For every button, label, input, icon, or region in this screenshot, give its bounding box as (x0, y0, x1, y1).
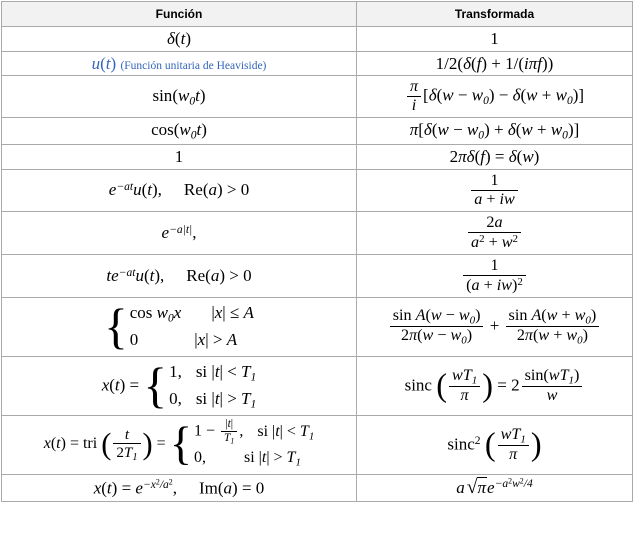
function-cell-heaviside: u(t) (Función unitaria de Heaviside) (2, 51, 357, 76)
transform-cell-rect-pulse: sinc ( $\frac{wT_1}{\pi}$ ) = 2 $\frac{\sin(wT_1)}{w}$ (357, 356, 633, 416)
transform-cell-exp-decay-step: $\frac{1}{a + iw}$ (357, 169, 633, 211)
transform-cell-t-exp-decay-step: $\frac{1}{(a + iw)^2}$ (357, 254, 633, 297)
table-row (2, 298, 633, 357)
function-cell-tri-pulse: x(t) = tri ( $\frac{t}{2T_1}$ ) = { 1 − $\frac{|t|}{T_1}$ , si $|t| < T_1$ 0, si $|t| > T_1$ (2, 416, 357, 474)
function-cell-exp-decay-step: $e^{-at}u(t)$, Re(a) > 0 (2, 169, 357, 211)
table-header-row (2, 2, 633, 27)
column-header-function: Función (2, 2, 357, 27)
table-row (2, 27, 633, 52)
function-cell-two-sided-exp: $e^{-a|t|}$, (2, 211, 357, 254)
table-row (2, 356, 633, 416)
function-cell-delta: δ(t) (2, 27, 357, 52)
transform-cell-two-sided-exp: $\frac{2a}{a^2 + w^2}$ (357, 211, 633, 254)
table-row (2, 169, 633, 211)
heaviside-note: (Función unitaria de Heaviside) (120, 59, 267, 72)
transform-cell-heaviside: 1/2(δ(f) + 1/(iπf)) (357, 51, 633, 76)
table-row (2, 51, 633, 76)
transform-cell-gaussian: a $√\pi e^{-a^2w^2/4}$ (357, 474, 633, 501)
transform-cell-tri-pulse: sinc$^2$ ( $\frac{wT_1}{\pi}$ ) (357, 416, 633, 474)
transform-cell-sine: $\frac{\pi}{i}$ $[\delta(w - w_0) - \delta(w + w_0)]$ (357, 76, 633, 118)
table-row (2, 118, 633, 145)
function-cell-sine: $\sin(w_0t)$ (2, 76, 357, 118)
function-cell-one: 1 (2, 145, 357, 170)
function-cell-cos-gate: { $\cos w_0x$ |x| ≤ A 0 |x| > A (2, 298, 357, 357)
fourier-transform-table (1, 1, 633, 502)
column-header-transform: Transformada (357, 2, 633, 27)
transform-cell-cosine: $\pi[\delta(w - w_0) + \delta(w + w_0)]$ (357, 118, 633, 145)
fourier-transform-table-wrapper (0, 1, 633, 502)
function-cell-rect-pulse: x(t) = { 1, si $|t| < T_1$ 0, si $|t| > T_1$ (2, 356, 357, 416)
transform-cell-cos-gate: $\frac{\sin A(w - w_0)}{2\pi(w - w_0)}$ + $\frac{\sin A(w + w_0)}{2\pi(w + w_0)}$ (357, 298, 633, 357)
table-row (2, 76, 633, 118)
transform-cell-one: 2πδ(f) = δ(w) (357, 145, 633, 170)
function-cell-cosine: $\cos(w_0t)$ (2, 118, 357, 145)
transform-cell-delta: 1 (357, 27, 633, 52)
table-row (2, 474, 633, 501)
table-row (2, 145, 633, 170)
function-cell-t-exp-decay-step: $te^{-at}u(t)$, Re(a) > 0 (2, 254, 357, 297)
table-row (2, 211, 633, 254)
brace-left: { (104, 298, 128, 354)
brace-left: { (143, 357, 168, 413)
brace-left: { (169, 418, 192, 470)
table-row (2, 416, 633, 474)
function-cell-gaussian: $x(t) = e^{-x^2/a^2}$, Im(a) = 0 (2, 474, 357, 501)
table-row (2, 254, 633, 297)
